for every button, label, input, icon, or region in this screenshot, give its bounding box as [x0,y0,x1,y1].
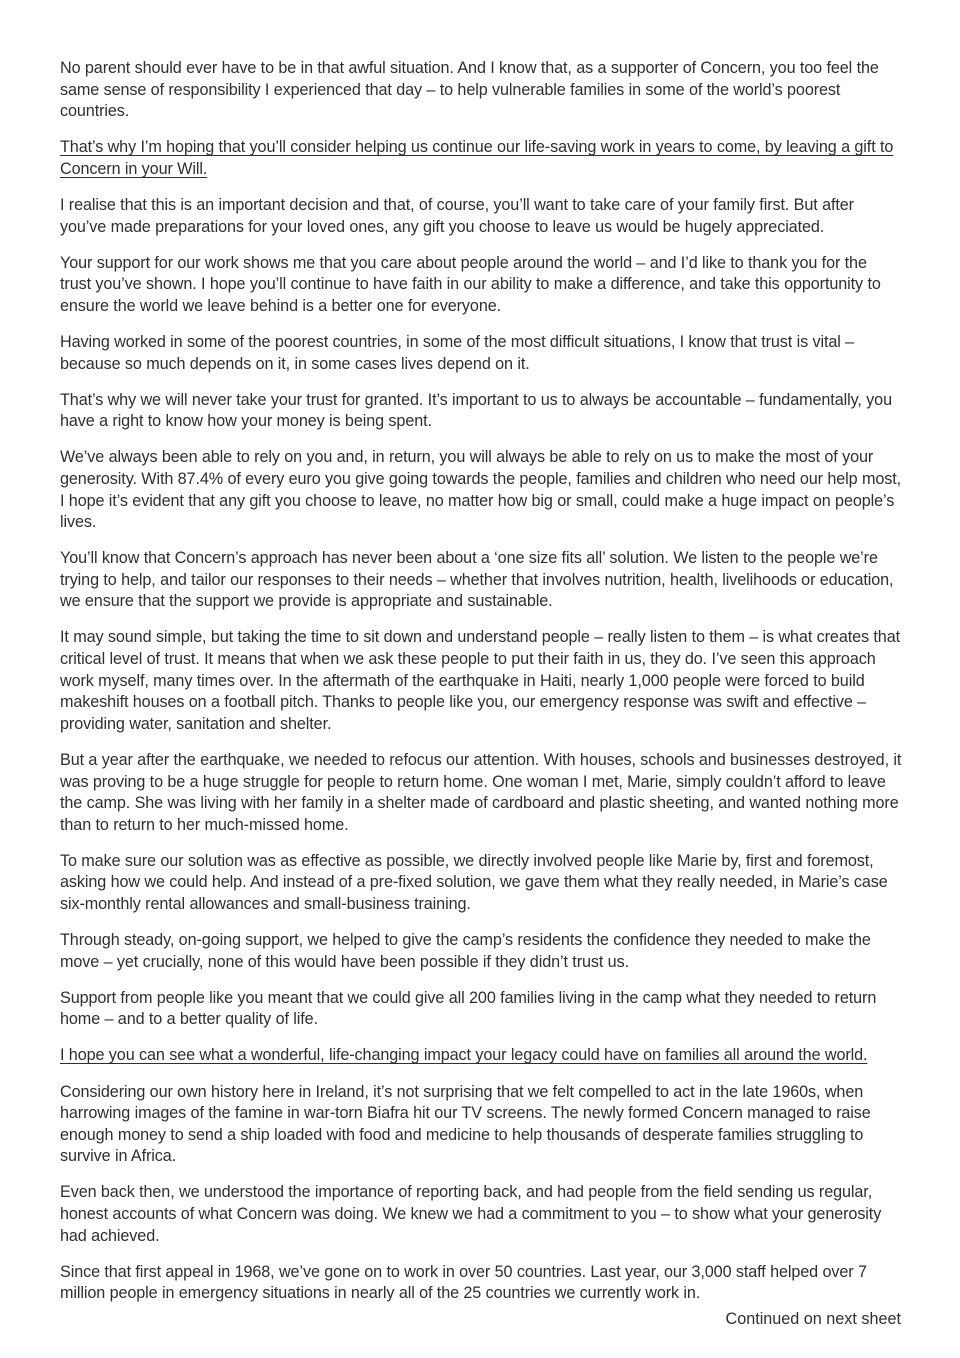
paragraph: That’s why we will never take your trust for granted. It’s important to us to always be accountable – fundamentally, you have a right to know how your money is being spent. [60,390,892,431]
highlighted-paragraph: That’s why I’m hoping that you’ll consider helping us continue our life-saving work in years to come, by leaving a gift to Concern in your Will. [60,138,894,178]
paragraph: Your support for our work shows me that you care about people around the world – and I’d like to thank you for the trust you’ve shown. I hope you’ll continue to have faith in our ability to make a difference, and take this opportunity to ensure the world we leave behind is a better one for everyone. [60,253,881,315]
paragraph: You’ll know that Concern’s approach has never been about a ‘one size fits all’ solution. We listen to the people we’re trying to help, and tailor our responses to their needs – whether that involves nutrition, health, livelihoods or education, we ensure that the support we provide is appropriate and sustainable. [60,549,894,611]
continued-note: Continued on next sheet [725,1310,901,1328]
paragraph: Considering our own history here in Ireland, it’s not surprising that we felt compelled to act in the late 1960s, when harrowing images of the famine in war-torn Biafra hit our TV screens. The newly formed Concern managed to raise enough money to send a ship loaded with food and medicine to help thousands of desperate families struggling to survive in Africa. [60,1082,871,1166]
paragraph: But a year after the earthquake, we needed to refocus our attention. With houses, schools and businesses destroyed, it was proving to be a huge struggle for people to return home. One woman I met, Marie, simply couldn’t afford to leave the camp. She was living with her family in a shelter made of cardboard and plastic sheeting, and wanted nothing more than to return to her much-missed home. [60,750,902,834]
paragraph: I realise that this is an important decision and that, of course, you’ll want to take care of your family first. But after you’ve made preparations for your loved ones, any gift you choose to leave us would be hugely appreciated. [60,195,854,236]
paragraph: Since that first appeal in 1968, we’ve gone on to work in over 50 countries. Last year, our 3,000 staff helped over 7 million people in emergency situations in nearly all of the 25 countries we currently work in. [60,1262,867,1303]
highlighted-paragraph: I hope you can see what a wonderful, life-changing impact your legacy could have on families all around the world. [60,1046,868,1065]
paragraph: We’ve always been able to rely on you and, in return, you will always be able to rely on us to make the most of your generosity. With 87.4% of every euro you give going towards the people, families and children who need our help most, I hope it’s evident that any gift you choose to leave, no matter how big or small, could make a huge impact on people’s lives. [60,448,902,532]
letter-body [60,58,902,1319]
paragraph: Support from people like you meant that we could give all 200 families living in the camp what they needed to return home – and to a better quality of life. [60,988,877,1029]
paragraph: It may sound simple, but taking the time to sit down and understand people – really listen to them – is what creates that critical level of trust. It means that when we ask these people to put their faith in us, they do. I’ve seen this approach work myself, many times over. In the aftermath of the earthquake in Haiti, nearly 1,000 people were forced to build makeshift houses on a football pitch. Thanks to people like you, our emergency response was swift and effective – providing water, sanitation and shelter. [60,628,901,733]
paragraph: Having worked in some of the poorest countries, in some of the most difficult situations, I know that trust is vital – because so much depends on it, in some cases lives depend on it. [60,332,855,373]
paragraph: Through steady, on-going support, we helped to give the camp’s residents the confidence they needed to make the move – yet crucially, none of this would have been possible if they didn’t trust us. [60,931,871,971]
paragraph: To make sure our solution was as effective as possible, we directly involved people like Marie by, first and foremost, asking how we could help. And instead of a pre-fixed solution, we gave them what they really needed, in Marie’s case six-monthly rental allowances and small-business training. [60,851,888,913]
paragraph: Even back then, we understood the importance of reporting back, and had people from the field sending us regular, honest accounts of what Concern was doing. We knew we had a commitment to you – to show what your generosity had achieved. [60,1183,882,1245]
paragraph: No parent should ever have to be in that awful situation. And I know that, as a supporter of Concern, you too feel the same sense of responsibility I experienced that day – to help vulnerable families in some of the world’s poorest countries. [60,59,879,121]
